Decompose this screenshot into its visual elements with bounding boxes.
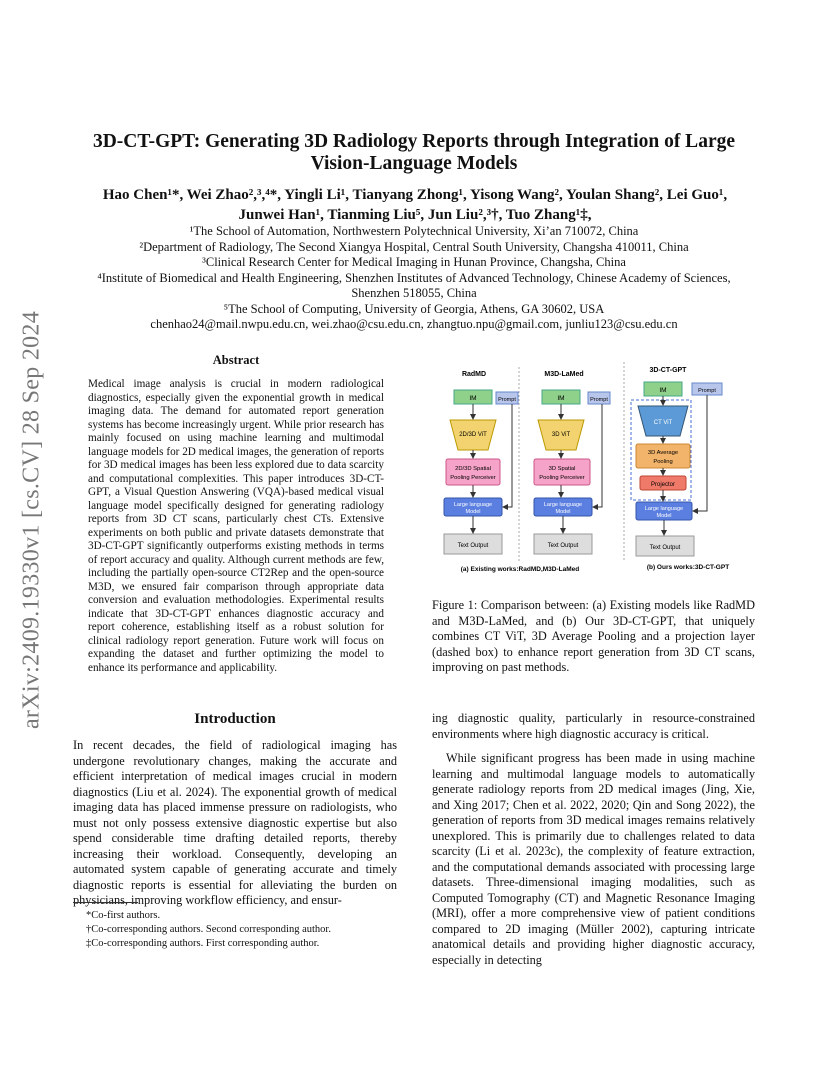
affiliation-4: ⁴Institute of Biomedical and Health Engineering, Shenzhen Institutes of Advanced Technology, Chinese Academy of Sciences, (97, 270, 731, 285)
affiliations (60, 224, 768, 333)
affiliation-2: ²Department of Radiology, The Second Xiangya Hospital, Central South University, Changsha 410011, China (139, 239, 689, 254)
svg-text:2D/3D ViT: 2D/3D ViT (459, 432, 487, 438)
author-emails: chenhao24@mail.nwpu.edu.cn, wei.zhao@csu.edu.cn, zhangtuo.npu@gmail.com, junliu123@csu.edu.cn (150, 317, 678, 331)
subcaption-a: (a) Existing works:RadMD,M3D-LaMed (460, 566, 580, 573)
introduction-heading: Introduction (194, 711, 276, 727)
svg-text:Model: Model (465, 509, 481, 515)
svg-text:Large language: Large language (453, 502, 493, 508)
col-title-ours: 3D-CT-GPT (649, 367, 687, 374)
svg-text:Pooling Perceiver: Pooling Perceiver (450, 475, 496, 481)
svg-text:IM: IM (557, 395, 565, 402)
svg-text:Prompt: Prompt (698, 388, 716, 394)
svg-text:Projector: Projector (650, 482, 676, 488)
pool-block (446, 459, 500, 485)
title-line-1: 3D-CT-GPT: Generating 3D Radiology Reports through Integration of Large (92, 131, 736, 152)
affiliation-4-cont: Shenzhen 518055, China (351, 286, 477, 300)
title-line-2: Vision-Language Models (310, 153, 518, 174)
svg-text:3D Spatial: 3D Spatial (548, 466, 576, 472)
col-title-radmd: RadMD (461, 371, 487, 378)
affiliation-1: ¹The School of Automation, Northwestern Polytechnical University, Xi’an 710072, China (189, 224, 639, 238)
intro-paragraph-1: In recent decades, the field of radiological imaging has undergone revolutionary changes, making the accurate and efficient interpretation of medical images crucial in modern diagnostics (Liu et al. 2024). The exponential growth of medical imaging data has placed immense pressure on radiologists, who must not only possess extensive diagnostic expertise but also spend considerable time drafting detailed reports, thereby increasing their workload. Consequently, developing an automated system capable of generating accurate and timely diagnostic reports is essential for alleviating the burden on physicians, improving workflow efficiency, and ensur- (73, 738, 397, 907)
svg-text:Model: Model (555, 509, 571, 515)
footnote-2: †Co-corresponding authors. Second corresponding author. (86, 924, 331, 935)
svg-text:Prompt: Prompt (590, 397, 608, 403)
footnote-3: ‡Co-corresponding authors. First corresponding author. (86, 938, 320, 949)
authors-line-1: Hao Chen¹*, Wei Zhao²,³,⁴*, Yingli Li¹, Tianyang Zhong¹, Yisong Wang², Youlan Shang², Lei Guo¹, (102, 187, 728, 203)
svg-text:3D ViT: 3D ViT (551, 432, 571, 438)
svg-text:IM: IM (469, 395, 477, 402)
column-radmd (444, 390, 518, 554)
footnote-1: *Co-first authors. (86, 910, 161, 921)
affiliation-5: ⁵The School of Computing, University of Georgia, Athens, GA 30602, USA (223, 301, 605, 316)
subcaption-b: (b) Ours works:3D-CT-GPT (646, 564, 730, 571)
footnotes (86, 909, 406, 951)
svg-text:Text Output: Text Output (649, 545, 681, 551)
arxiv-identifier: arXiv:2409.19330v1 [cs.CV] 28 Sep 2024 (18, 310, 45, 730)
footnote-rule (73, 902, 138, 903)
svg-text:Large language: Large language (644, 506, 684, 512)
col-title-m3d: M3D-LaMed (544, 371, 584, 378)
svg-text:3D Average: 3D Average (647, 450, 679, 456)
column-m3d (534, 390, 610, 554)
column-ours (636, 382, 722, 556)
author-list (70, 185, 760, 225)
abstract-heading: Abstract (212, 353, 260, 367)
intro-paragraph-3: While significant progress has been made in using machine learning and multimodal language models to automatically generate radiology reports from 2D medical images (Jing, Xie, and Xing 2017; Chen et al. 2022, 2020; Qin and Song 2022), the generation of reports from 3D medical images remains relatively unexplored. This is primarily due to challenges related to data scarcity (Li et al. 2023c), the complexity of feature extraction, and the computational demands associated with processing large datasets. Three-dimensional imaging modalities, such as Computed Tomography (CT) and Magnetic Resonance Imaging (MRI), offer a more comprehensive view of patient conditions compared to 2D imaging (Müller 2002), capturing intricate anatomical details and providing higher diagnostic accuracy, especially in detecting (432, 751, 755, 967)
intro-left-column (73, 738, 397, 909)
svg-text:CT ViT: CT ViT (653, 420, 673, 426)
intro-right-column (432, 711, 755, 968)
svg-text:Model: Model (656, 513, 672, 519)
abstract-text: Medical image analysis is crucial in modern radiological diagnostics, especially given the exponential growth in medical imaging data. The demand for automated report generation systems has become increasingly urgent. While prior research has mainly focused on using machine learning and multimodal language models for 2D medical images, the generation of reports for 3D medical images has been less explored due to data scarcity and computational complexities. This paper introduces 3D-CT-GPT, a Visual Question Answering (VQA)-based medical visual language model specifically designed for generating radiology reports from 3D CT scans, particularly chest CTs. Extensive experiments on both public and private datasets demonstrate that 3D-CT-GPT significantly outperforms existing methods in terms of report accuracy and quality. Although current methods are few, including the partially open-source CT2Rep and the open-source M3D, we ensured fair comparison through appropriate data conversion and evaluation methodologies. Experimental results indicate that 3D-CT-GPT enhances diagnostic accuracy and report coherence, establishing itself as a robust solution for clinical radiology report generation. Future work will focus on expanding the dataset and further optimizing the model to enhance its performance and applicability. (88, 378, 384, 674)
svg-text:Large language: Large language (543, 502, 583, 508)
authors-line-2: Junwei Han¹, Tianming Liu⁵, Jun Liu²,³†, Tuo Zhang¹‡, (238, 207, 592, 223)
figure-caption: Figure 1: Comparison between: (a) Existing models like RadMD and M3D-LaMed, and (b) Our 3D-CT-GPT, that uniquely combines CT ViT, 3D Average Pooling and a projection layer (dashed box) to enhance report generation from 3D CT scans, improving on past methods. (432, 598, 755, 674)
svg-text:Pooling Perceiver: Pooling Perceiver (539, 475, 585, 481)
affiliation-3: ³Clinical Research Center for Medical Imaging in Hunan Province, Changsha, China (202, 255, 626, 269)
svg-text:Text Output: Text Output (547, 543, 579, 549)
svg-text:Pooling: Pooling (653, 459, 673, 465)
pool-block (534, 459, 590, 485)
svg-text:Text Output: Text Output (457, 543, 489, 549)
svg-text:2D/3D Spatial: 2D/3D Spatial (455, 466, 491, 472)
intro-paragraph-2: ing diagnostic quality, particularly in resource-constrained environments where high diagnostic accuracy is critical. (432, 711, 755, 741)
figure-1 (432, 362, 760, 580)
svg-text:Prompt: Prompt (498, 397, 516, 403)
svg-text:IM: IM (659, 387, 667, 394)
paper-title (60, 131, 768, 175)
